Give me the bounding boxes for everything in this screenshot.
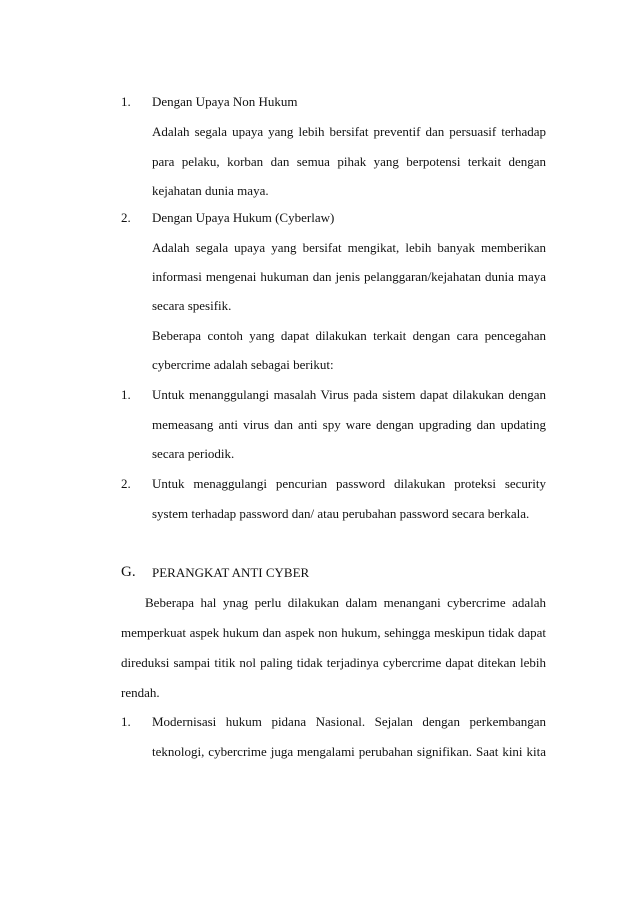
list-item-heading: Dengan Upaya Non Hukum: [152, 94, 298, 109]
paragraph-line: secara spesifik.: [152, 298, 232, 313]
section-letter: G.: [121, 564, 136, 580]
paragraph-line: cybercrime adalah sebagai berikut:: [152, 357, 334, 372]
list-number: 1.: [121, 387, 131, 402]
paragraph-line: Adalah segala upaya yang lebih bersifat preventif dan persuasif terhadap: [152, 124, 546, 139]
paragraph-line: system terhadap password dan/ atau perubahan password secara berkala.: [152, 506, 530, 521]
paragraph-line: kejahatan dunia maya.: [152, 183, 269, 198]
paragraph-line: para pelaku, korban dan semua pihak yang berpotensi terkait dengan: [152, 154, 546, 169]
paragraph-line: Modernisasi hukum pidana Nasional. Sejalan dengan perkembangan: [152, 714, 546, 729]
list-number: 2.: [121, 210, 131, 225]
list-number: 1.: [121, 714, 131, 729]
paragraph-line: memperkuat aspek hukum dan aspek non hukum, sehingga meskipun tidak dapat: [121, 625, 546, 640]
paragraph-line: direduksi sampai titik nol paling tidak terjadinya cybercrime dapat ditekan lebih: [121, 655, 546, 670]
paragraph-line: rendah.: [121, 685, 160, 700]
paragraph-line: Untuk menaggulangi pencurian password dilakukan proteksi security: [152, 476, 546, 491]
section-title: PERANGKAT ANTI CYBER: [152, 565, 310, 580]
paragraph-line: memeasang anti virus dan anti spy ware dengan upgrading dan updating: [152, 417, 546, 432]
paragraph-line: teknologi, cybercrime juga mengalami perubahan signifikan. Saat kini kita: [152, 744, 546, 759]
paragraph-line: Beberapa contoh yang dapat dilakukan terkait dengan cara pencegahan: [152, 328, 546, 343]
paragraph-line: secara periodik.: [152, 446, 235, 461]
list-number: 1.: [121, 94, 131, 109]
paragraph-line: Beberapa hal ynag perlu dilakukan dalam menangani cybercrime adalah: [145, 595, 546, 610]
paragraph-line: Adalah segala upaya yang bersifat mengikat, lebih banyak memberikan: [152, 240, 546, 255]
paragraph-line: Untuk menanggulangi masalah Virus pada sistem dapat dilakukan dengan: [152, 387, 546, 402]
list-number: 2.: [121, 476, 131, 491]
list-item-heading: Dengan Upaya Hukum (Cyberlaw): [152, 210, 335, 225]
paragraph-line: informasi mengenai hukuman dan jenis pelanggaran/kejahatan dunia maya: [152, 269, 546, 284]
